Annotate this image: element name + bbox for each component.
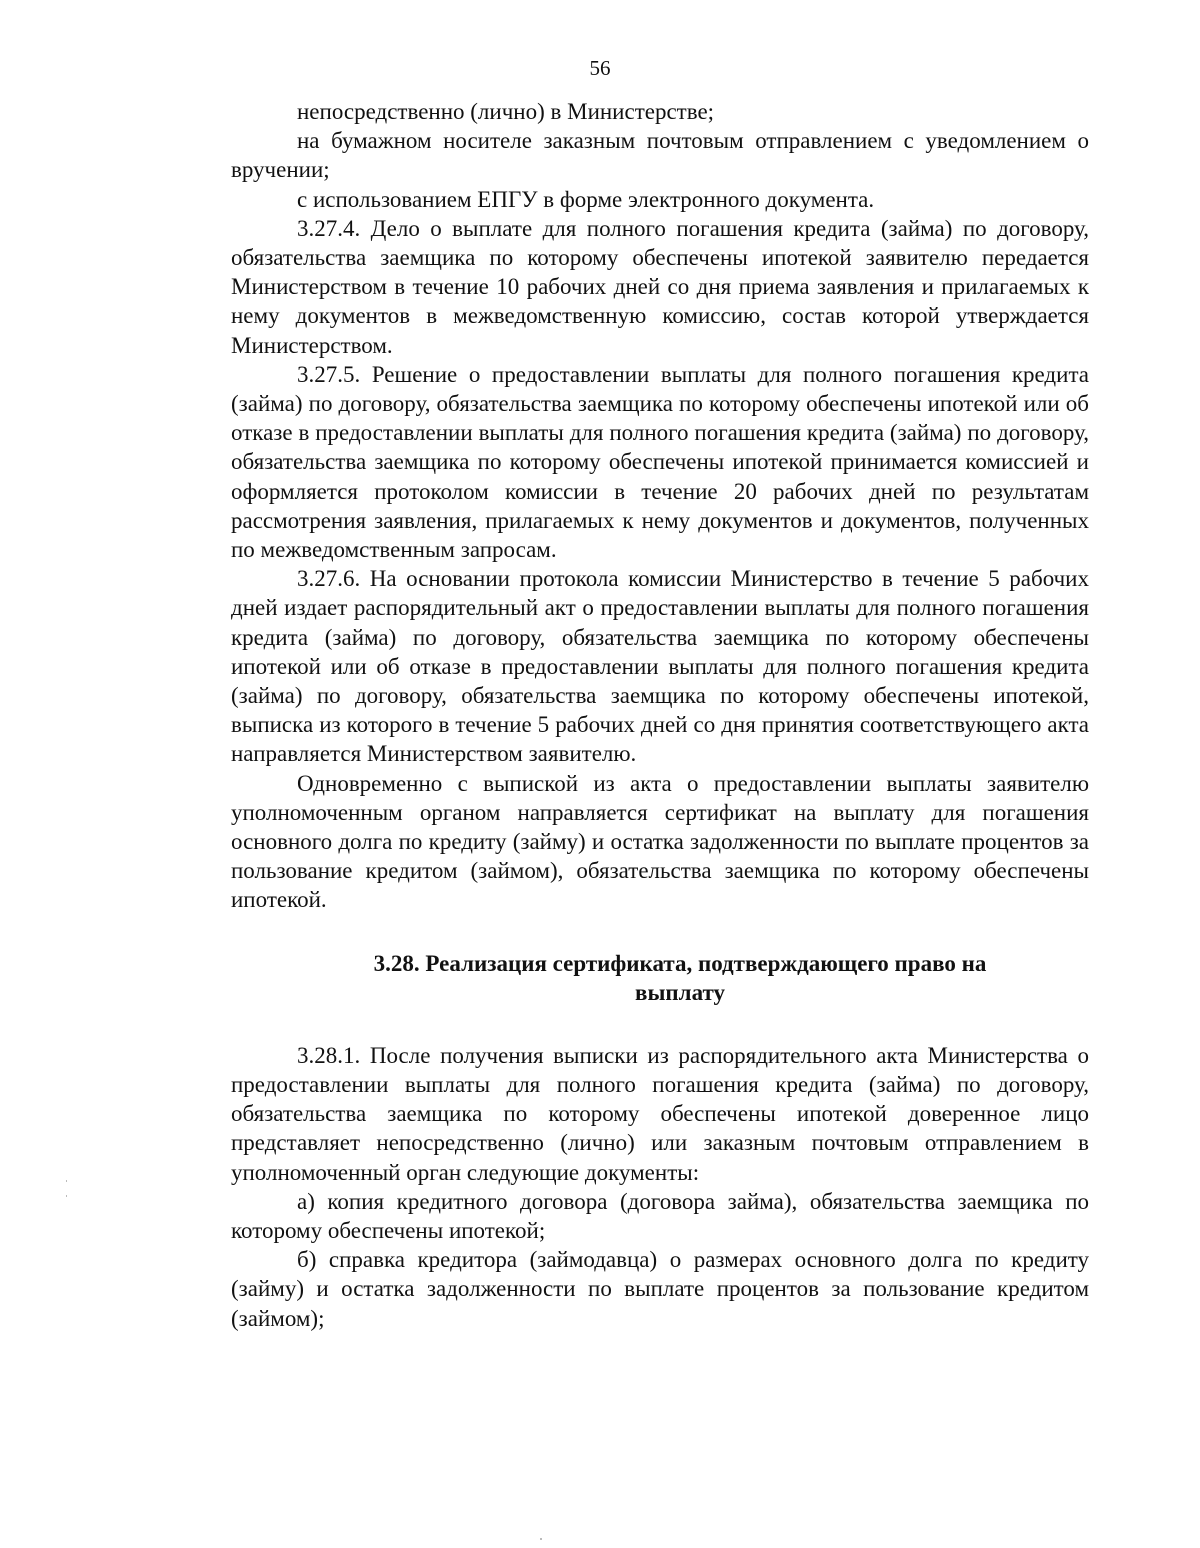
section-heading-line: 3.28. Реализация сертификата, подтверждающего право на	[373, 950, 987, 976]
page-number: 56	[589, 56, 611, 80]
scan-speck	[66, 1180, 67, 1182]
paragraph-3-28-1: 3.28.1. После получения выписки из распорядительного акта Министерства о предоставлении выплаты для полного погашения кредита (займа) по договору, обязательства заемщика по которому обеспечены ипотекой доверенное лицо представляет непосредственно (лично) или заказным почтовым отправлением в уполномоченный орган следующие документы:	[231, 1042, 1089, 1185]
list-item-a: а) копия кредитного договора (договора займа), обязательства заемщика по которому обеспечены ипотекой;	[231, 1188, 1089, 1243]
paragraph: Одновременно с выпиской из акта о предоставлении выплаты заявителю уполномоченным органом направляется сертификат на выплату для погашения основного долга по кредиту (займу) и остатка задолженности по выплате процентов за пользование кредитом (займом), обязательства заемщика по которому обеспечены ипотекой.	[231, 770, 1089, 913]
paragraph: непосредственно (лично) в Министерстве;	[297, 99, 715, 124]
paragraph: на бумажном носителе заказным почтовым отправлением с уведомлением о вручении;	[231, 128, 1089, 183]
document-body	[231, 97, 1089, 1333]
list-item-b: б) справка кредитора (займодавца) о размерах основного долга по кредиту (займу) и остатка задолженности по выплате процентов за пользование кредитом (займом);	[231, 1247, 1089, 1331]
paragraph-3-27-4: 3.27.4. Дело о выплате для полного погашения кредита (займа) по договору, обязательства заемщика по которому обеспечены ипотекой заявителю передается Министерством в течение 10 рабочих дней со дня приема заявления и прилагаемых к нему документов в межведомственную комиссию, состав которой утверждается Министерством.	[231, 215, 1089, 358]
paragraph-3-27-5: 3.27.5. Решение о предоставлении выплаты для полного погашения кредита (займа) по договору, обязательства заемщика по которому обеспечены ипотекой или об отказе в предоставлении выплаты для полного погашения кредита (займа) по договору, обязательства заемщика по которому обеспечены ипотекой принимается комиссией и оформляется протоколом комиссии в течение 20 рабочих дней по результатам рассмотрения заявления, прилагаемых к нему документов и документов, полученных по межведомственным запросам.	[231, 361, 1089, 563]
section-heading-3-28	[231, 949, 1089, 1007]
paragraph-3-27-6: 3.27.6. На основании протокола комиссии Министерство в течение 5 рабочих дней издает распорядительный акт о предоставлении выплаты для полного погашения кредита (займа) по договору, обязательства заемщика по которому обеспечены ипотекой или об отказе в предоставлении выплаты для полного погашения кредита (займа) по договору, обязательства заемщика по которому обеспечены ипотекой, выписка из которого в течение 5 рабочих дней со дня принятия соответствующего акта направляется Министерством заявителю.	[231, 566, 1089, 767]
paragraph: с использованием ЕПГУ в форме электронного документа.	[297, 186, 875, 212]
scan-speck	[540, 1538, 542, 1540]
section-heading-line: выплату	[635, 979, 725, 1005]
scan-speck	[66, 1195, 67, 1197]
